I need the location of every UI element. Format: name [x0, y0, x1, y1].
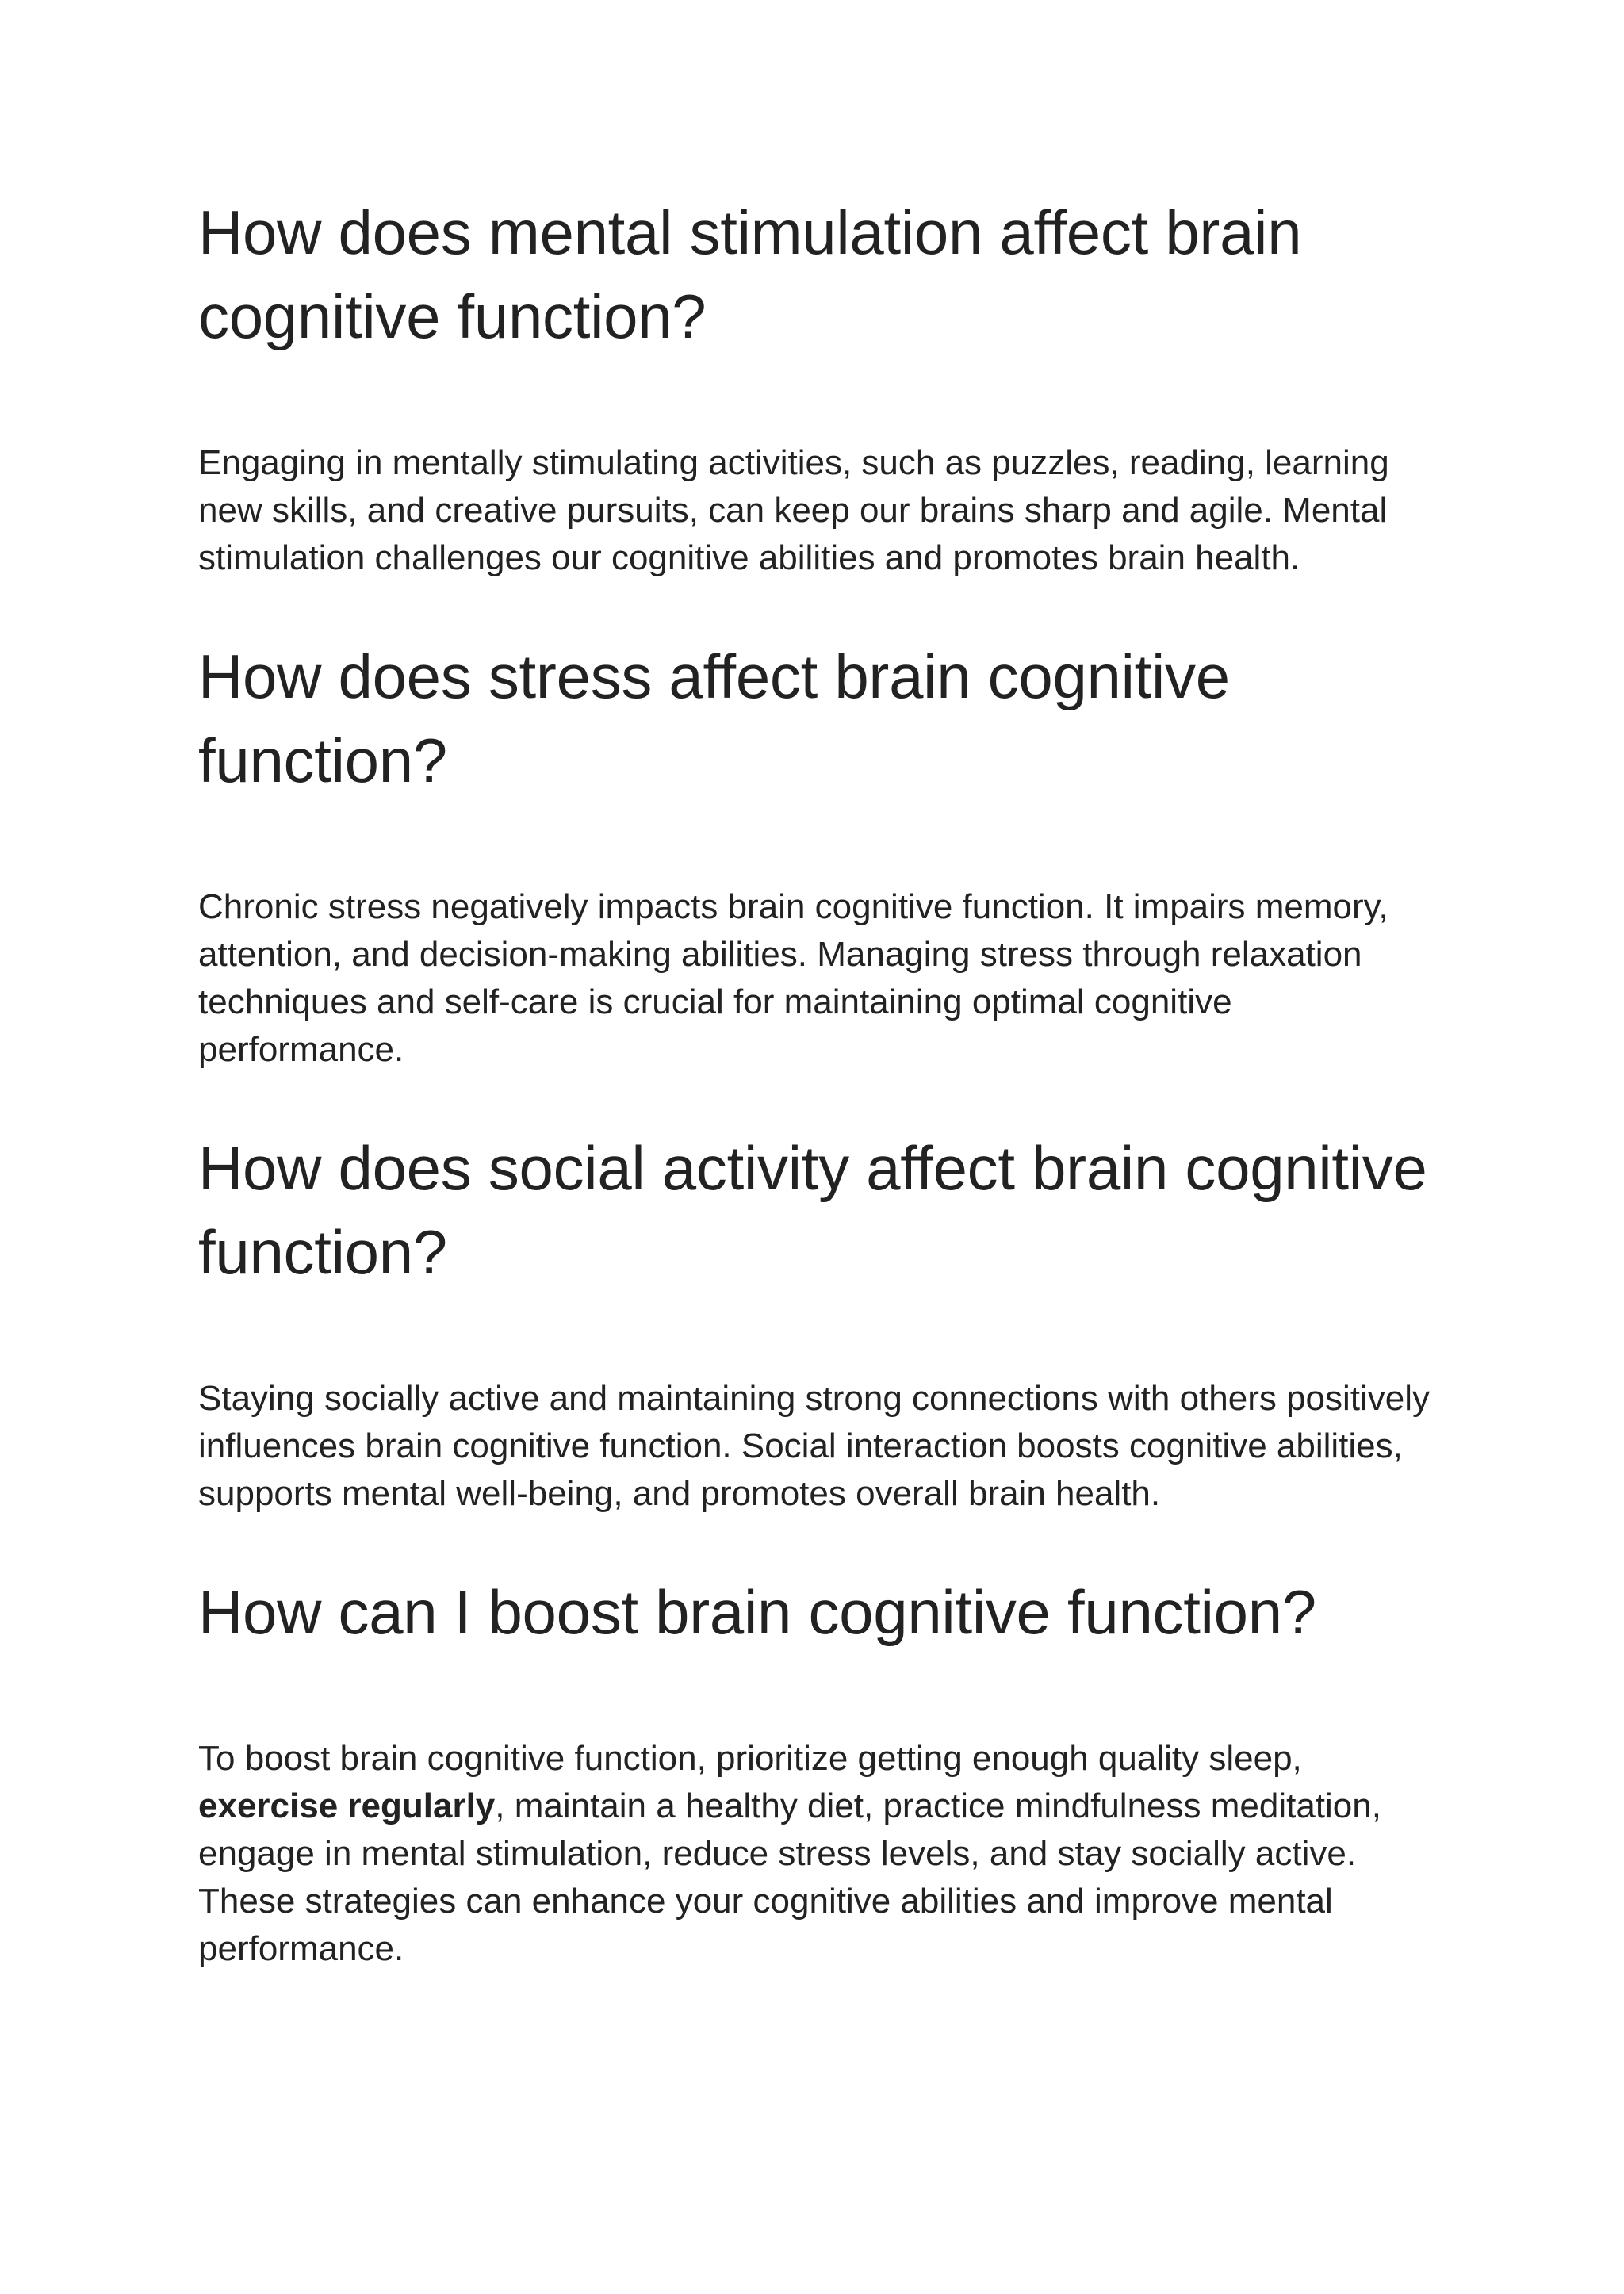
section-heading: How does social activity affect brain cognitive function? [198, 1133, 1427, 1287]
section-heading: How can I boost brain cognitive function? [198, 1577, 1316, 1647]
section-boost [198, 1570, 1435, 1973]
section-paragraph: Staying socially active and maintaining strong connections with others positively influences brain cognitive function. Social interaction boosts cognitive abilities, supports mental well-being, and promotes overall brain health. [198, 1379, 1431, 1513]
paragraph-text-before: To boost brain cognitive function, prioritize getting enough quality sleep, [198, 1739, 1302, 1778]
paragraph-text-after: , maintain a healthy diet, practice mindfulness meditation, engage in mental stimulation, reduce stress levels, and stay socially active. These strategies can enhance your cognitive abilities and improve mental performance. [198, 1787, 1381, 1968]
document-page [198, 190, 1435, 2025]
section-mental-stimulation [198, 190, 1435, 582]
section-heading: How does mental stimulation affect brain cognitive function? [198, 197, 1302, 351]
paragraph-bold-text: exercise regularly [198, 1787, 496, 1825]
section-heading: How does stress affect brain cognitive function? [198, 641, 1230, 795]
section-paragraph: Chronic stress negatively impacts brain cognitive function. It impairs memory, attention, and decision-making abilities. Managing stress through relaxation techniques and self-care is crucial for maintaining optimal cognitive performance. [198, 887, 1388, 1069]
section-stress [198, 634, 1435, 1074]
section-social-activity [198, 1126, 1435, 1518]
section-paragraph [198, 1735, 1435, 1973]
section-paragraph: Engaging in mentally stimulating activities, such as puzzles, reading, learning new skills, and creative pursuits, can keep our brains sharp and agile. Mental stimulation challenges our cognitive abilities and promotes brain health. [198, 443, 1389, 577]
